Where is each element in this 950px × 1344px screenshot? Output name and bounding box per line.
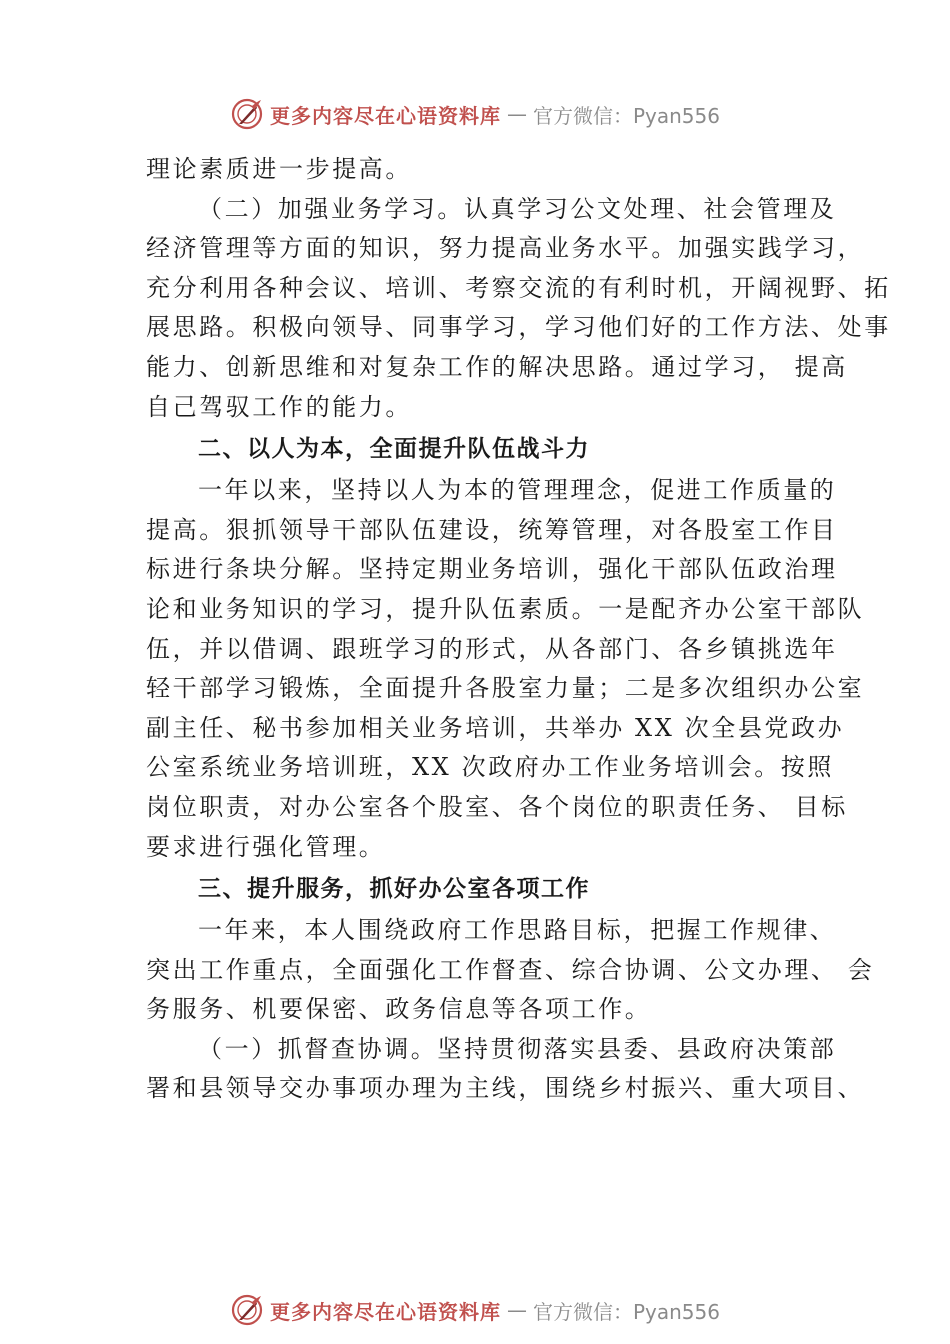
paragraph-line: 理论素质进一步提高。 xyxy=(146,155,412,183)
watermark-wechat-text: 官方微信：Pyan556 xyxy=(532,103,720,128)
paragraph-line: 伍，并以借调、跟班学习的形式，从各部门、各乡镇挑选年 xyxy=(146,634,838,663)
watermark-brand-text: 更多内容尽在心语资料库 xyxy=(269,1299,501,1324)
header-watermark xyxy=(0,94,950,134)
quill-seal-icon xyxy=(230,1293,264,1327)
document-body xyxy=(146,150,891,1109)
paragraph-line: 自己驾驭工作的能力。 xyxy=(146,392,412,421)
section-heading: 二、以人为本，全面提升队伍战斗力 xyxy=(198,436,590,463)
paragraph-line: 轻干部学习锻炼，全面提升各股室力量；二是多次组织办公室 xyxy=(146,674,865,703)
paragraph-line: 标进行条块分解。坚持定期业务培训，强化干部队伍政治理 xyxy=(146,555,838,584)
paragraph-line: 岗位职责，对办公室各个股室、各个岗位的职责任务、 目标 xyxy=(146,792,848,821)
paragraph-line: （一）抓督查协调。坚持贯彻落实县委、县政府决策部 xyxy=(198,1034,837,1063)
watermark-brand-text: 更多内容尽在心语资料库 xyxy=(269,103,501,128)
paragraph-line: 一年来，本人围绕政府工作思路目标，把握工作规律、 xyxy=(198,916,837,945)
paragraph-line: 论和业务知识的学习，提升队伍素质。一是配齐办公室干部队 xyxy=(146,594,865,623)
watermark-dash: — xyxy=(506,102,527,126)
quill-seal-icon xyxy=(230,97,264,131)
paragraph-line: 突出工作重点，全面强化工作督查、综合协调、公文办理、 会 xyxy=(146,955,875,984)
paragraph-line: 经济管理等方面的知识，努力提高业务水平。加强实践学习， xyxy=(146,234,865,263)
paragraph-line: （二）加强业务学习。认真学习公文处理、社会管理及 xyxy=(198,194,837,223)
watermark-wechat-text: 官方微信：Pyan556 xyxy=(532,1299,720,1324)
paragraph-line: 能力、创新思维和对复杂工作的解决思路。通过学习， 提高 xyxy=(146,352,848,381)
watermark-dash: — xyxy=(506,1298,527,1322)
paragraph-line: 公室系统业务培训班，XX 次政府办工作业务培训会。按照 xyxy=(146,753,834,782)
paragraph-line: 署和县领导交办事项办理为主线，围绕乡村振兴、重大项目、 xyxy=(146,1074,865,1103)
section-heading: 三、提升服务，抓好办公室各项工作 xyxy=(198,876,590,903)
paragraph-line: 要求进行强化管理。 xyxy=(146,832,386,861)
footer-watermark xyxy=(0,1290,950,1330)
paragraph-line: 一年以来，坚持以人为本的管理理念，促进工作质量的 xyxy=(198,476,837,505)
paragraph-line: 展思路。积极向领导、同事学习，学习他们好的工作方法、处事 xyxy=(146,313,891,342)
paragraph-line: 充分利用各种会议、培训、考察交流的有利时机，开阔视野、拓 xyxy=(146,273,891,302)
paragraph-line: 提高。狠抓领导干部队伍建设，统筹管理，对各股室工作目 xyxy=(146,515,838,544)
paragraph-line: 务服务、机要保密、政务信息等各项工作。 xyxy=(146,995,652,1024)
paragraph-line: 副主任、秘书参加相关业务培训，共举办 XX 次全县党政办 xyxy=(146,713,845,742)
